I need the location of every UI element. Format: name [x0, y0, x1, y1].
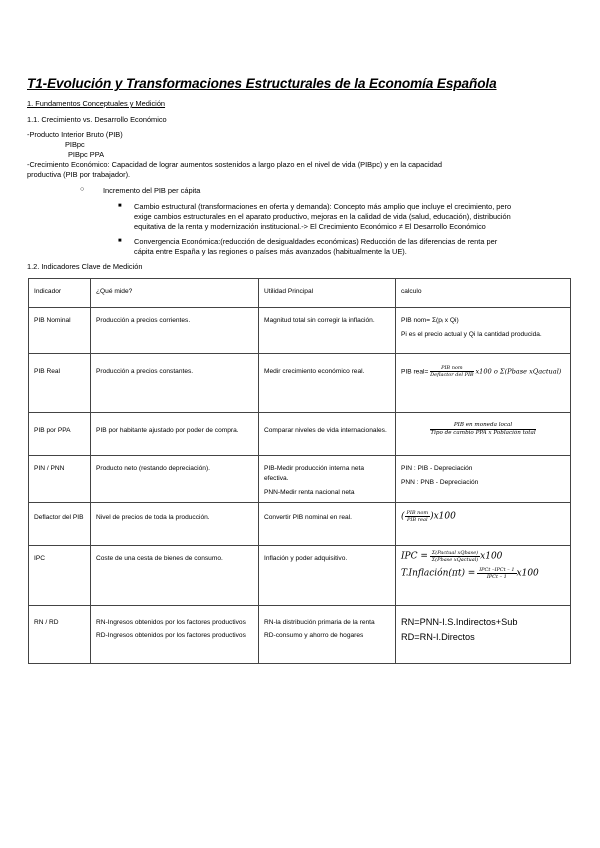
open-paren: (	[401, 511, 405, 522]
pib-real-suffix: x100 o Σ(Pbase xQactual)	[475, 367, 562, 376]
rn-mide: RN-Ingresos obtenidos por los factores productivos	[96, 619, 246, 626]
header-calculo: calculo	[396, 279, 571, 308]
fraction-denominator: Deflactor del PIB	[430, 372, 474, 378]
cell-indicador: RN / RD	[29, 606, 91, 664]
ipc-label: IPC =	[401, 551, 428, 562]
cell-utilidad: Magnitud total sin corregir la inflación.	[259, 308, 396, 354]
pib-real-label: PIB real=	[401, 368, 429, 376]
rn-utilidad: RN-la distribución primaria de la renta	[264, 619, 375, 626]
header-indicador: Indicador	[29, 279, 91, 308]
cell-indicador: PIB Real	[29, 354, 91, 413]
cell-mide	[91, 606, 259, 664]
table-row	[29, 503, 571, 546]
table-header-row	[29, 279, 571, 308]
header-que-mide: ¿Qué mide?	[91, 279, 259, 308]
ipc-fraction	[430, 550, 480, 563]
fraction-numerator: IPCt –IPCt – 1	[479, 567, 515, 573]
cell-indicador: IPC	[29, 546, 91, 606]
cell-indicador: PIN / PNN	[29, 456, 91, 503]
cell-utilidad: Comparar niveles de vida internacionales.	[259, 413, 396, 456]
square-bullet-icon: ■	[118, 203, 122, 209]
document-title: T1-Evolución y Transformaciones Estructurales de la Economía Española	[27, 76, 497, 91]
cell-utilidad: Medir crecimiento económico real.	[259, 354, 396, 413]
cell-mide: Nivel de precios de toda la producción.	[91, 503, 259, 546]
cambio-estructural-line-3: equitativa de la renta y modernización institucional.-> El Crecimiento Económico ≠ El Desarrollo Económico	[134, 222, 486, 231]
inflacion-label: T.Inflación(πt) =	[401, 568, 476, 579]
pib-real-fraction	[430, 365, 473, 378]
section-1-1-heading: 1.1. Crecimiento vs. Desarrollo Económico	[27, 115, 167, 124]
cell-calculo	[396, 546, 571, 606]
pnn-formula: PNN : PNB - Depreciación	[401, 479, 479, 486]
header-utilidad: Utilidad Principal	[259, 279, 396, 308]
pib-line: -Producto Interior Bruto (PIB)	[27, 130, 123, 139]
cell-indicador: PIB Nominal	[29, 308, 91, 354]
cell-indicador: PIB por PPA	[29, 413, 91, 456]
section-1-2-heading: 1.2. Indicadores Clave de Medición	[27, 262, 143, 271]
cell-calculo	[396, 354, 571, 413]
rd-utilidad: RD-consumo y ahorro de hogares	[264, 632, 364, 639]
inflacion-fraction	[477, 567, 516, 580]
cell-indicador: Deflactor del PIB	[29, 503, 91, 546]
cell-utilidad: Inflación y poder adquisitivo.	[259, 546, 396, 606]
fraction-denominator: Tipo de cambio PPA x Población total	[430, 430, 536, 436]
rd-mide: RD-Ingresos obtenidos por los factores productivos	[96, 632, 246, 639]
cell-calculo	[396, 503, 571, 546]
cell-utilidad: Convertir PIB nominal en real.	[259, 503, 396, 546]
fraction-denominator: PIB real	[407, 517, 428, 523]
convergencia-line-1: Convergencia Económica:(reducción de desigualdades económicas) Reducción de las diferencias de renta per	[134, 237, 498, 246]
cell-mide: Producción a precios constantes.	[91, 354, 259, 413]
indicators-table	[28, 278, 571, 664]
circle-bullet-icon: ○	[80, 186, 85, 193]
convergencia-line-2: cápita entre España y las regiones o países más avanzados (habitualmente la UE).	[134, 247, 407, 256]
ipc-formula	[401, 550, 565, 563]
table-row	[29, 354, 571, 413]
pin-utilidad: PIB-Medir producción interna neta efectiva.	[264, 465, 365, 482]
cell-calculo	[396, 606, 571, 664]
ppa-fraction	[430, 422, 535, 437]
pnn-utilidad: PNN-Medir renta nacional neta	[264, 489, 355, 496]
fraction-numerator: Σ(Pactual xQbase)	[431, 550, 479, 556]
fraction-numerator: PIB nom	[406, 510, 429, 516]
cell-mide: Producto neto (restando depreciación).	[91, 456, 259, 503]
pib-nom-note: Pi es el precio actual y Qi la cantidad producida.	[401, 331, 542, 338]
square-bullet-icon: ■	[118, 238, 122, 244]
crecimiento-line-1: -Crecimiento Económico: Capacidad de lograr aumentos sostenidos a largo plazo en el nivel de vida (PIBpc) y en la capacidad	[27, 160, 442, 169]
deflactor-suffix: x100	[433, 511, 456, 522]
table-row	[29, 413, 571, 456]
table-row	[29, 546, 571, 606]
fraction-denominator: IPCt – 1	[486, 574, 507, 580]
ipc-suffix: x100	[480, 551, 503, 562]
rd-formula: RD=RN-I.Directos	[401, 632, 475, 642]
pin-formula: PIN : PIB - Depreciación	[401, 465, 473, 472]
cell-calculo	[396, 456, 571, 503]
cambio-estructural-line-2: exige cambios estructurales en el aparato productivo, mejoras en la calidad de vida (salud, educación), distribución	[134, 212, 511, 221]
crecimiento-line-2: productiva (PIB por trabajador).	[27, 170, 131, 179]
cell-calculo	[396, 308, 571, 354]
close-paren: )	[430, 511, 434, 522]
pib-nom-formula: PIB nom= Σ(pᵢ x Qi)	[401, 317, 459, 324]
pibpc-line: PIBpc	[65, 140, 85, 149]
inflacion-formula	[401, 567, 565, 580]
cell-mide: Producción a precios corrientes.	[91, 308, 259, 354]
cell-calculo	[396, 413, 571, 456]
deflactor-fraction	[405, 510, 431, 523]
fraction-numerator: PIB en moneda local	[430, 422, 535, 430]
fraction-denominator: Σ(Pbase xQactual)	[431, 557, 479, 563]
section-1-heading: 1. Fundamentos Conceptuales y Medición	[27, 99, 166, 108]
bullet-incremento: Incremento del PIB per cápita	[103, 186, 201, 195]
cell-mide: PIB por habitante ajustado por poder de compra.	[91, 413, 259, 456]
pibpc-ppa-line: PIBpc PPA	[68, 150, 105, 159]
table-row	[29, 456, 571, 503]
cell-utilidad	[259, 456, 396, 503]
cell-mide: Coste de una cesta de bienes de consumo.	[91, 546, 259, 606]
rn-formula: RN=PNN-I.S.Indirectos+Sub	[401, 617, 518, 627]
table-row	[29, 606, 571, 664]
cambio-estructural-line-1: Cambio estructural (transformaciones en oferta y demanda): Concepto más amplio que incluye el crecimiento, pero	[134, 202, 512, 211]
cell-utilidad	[259, 606, 396, 664]
table-row	[29, 308, 571, 354]
fraction-numerator: PIB nom	[430, 365, 473, 372]
inflacion-suffix: x100	[516, 568, 539, 579]
